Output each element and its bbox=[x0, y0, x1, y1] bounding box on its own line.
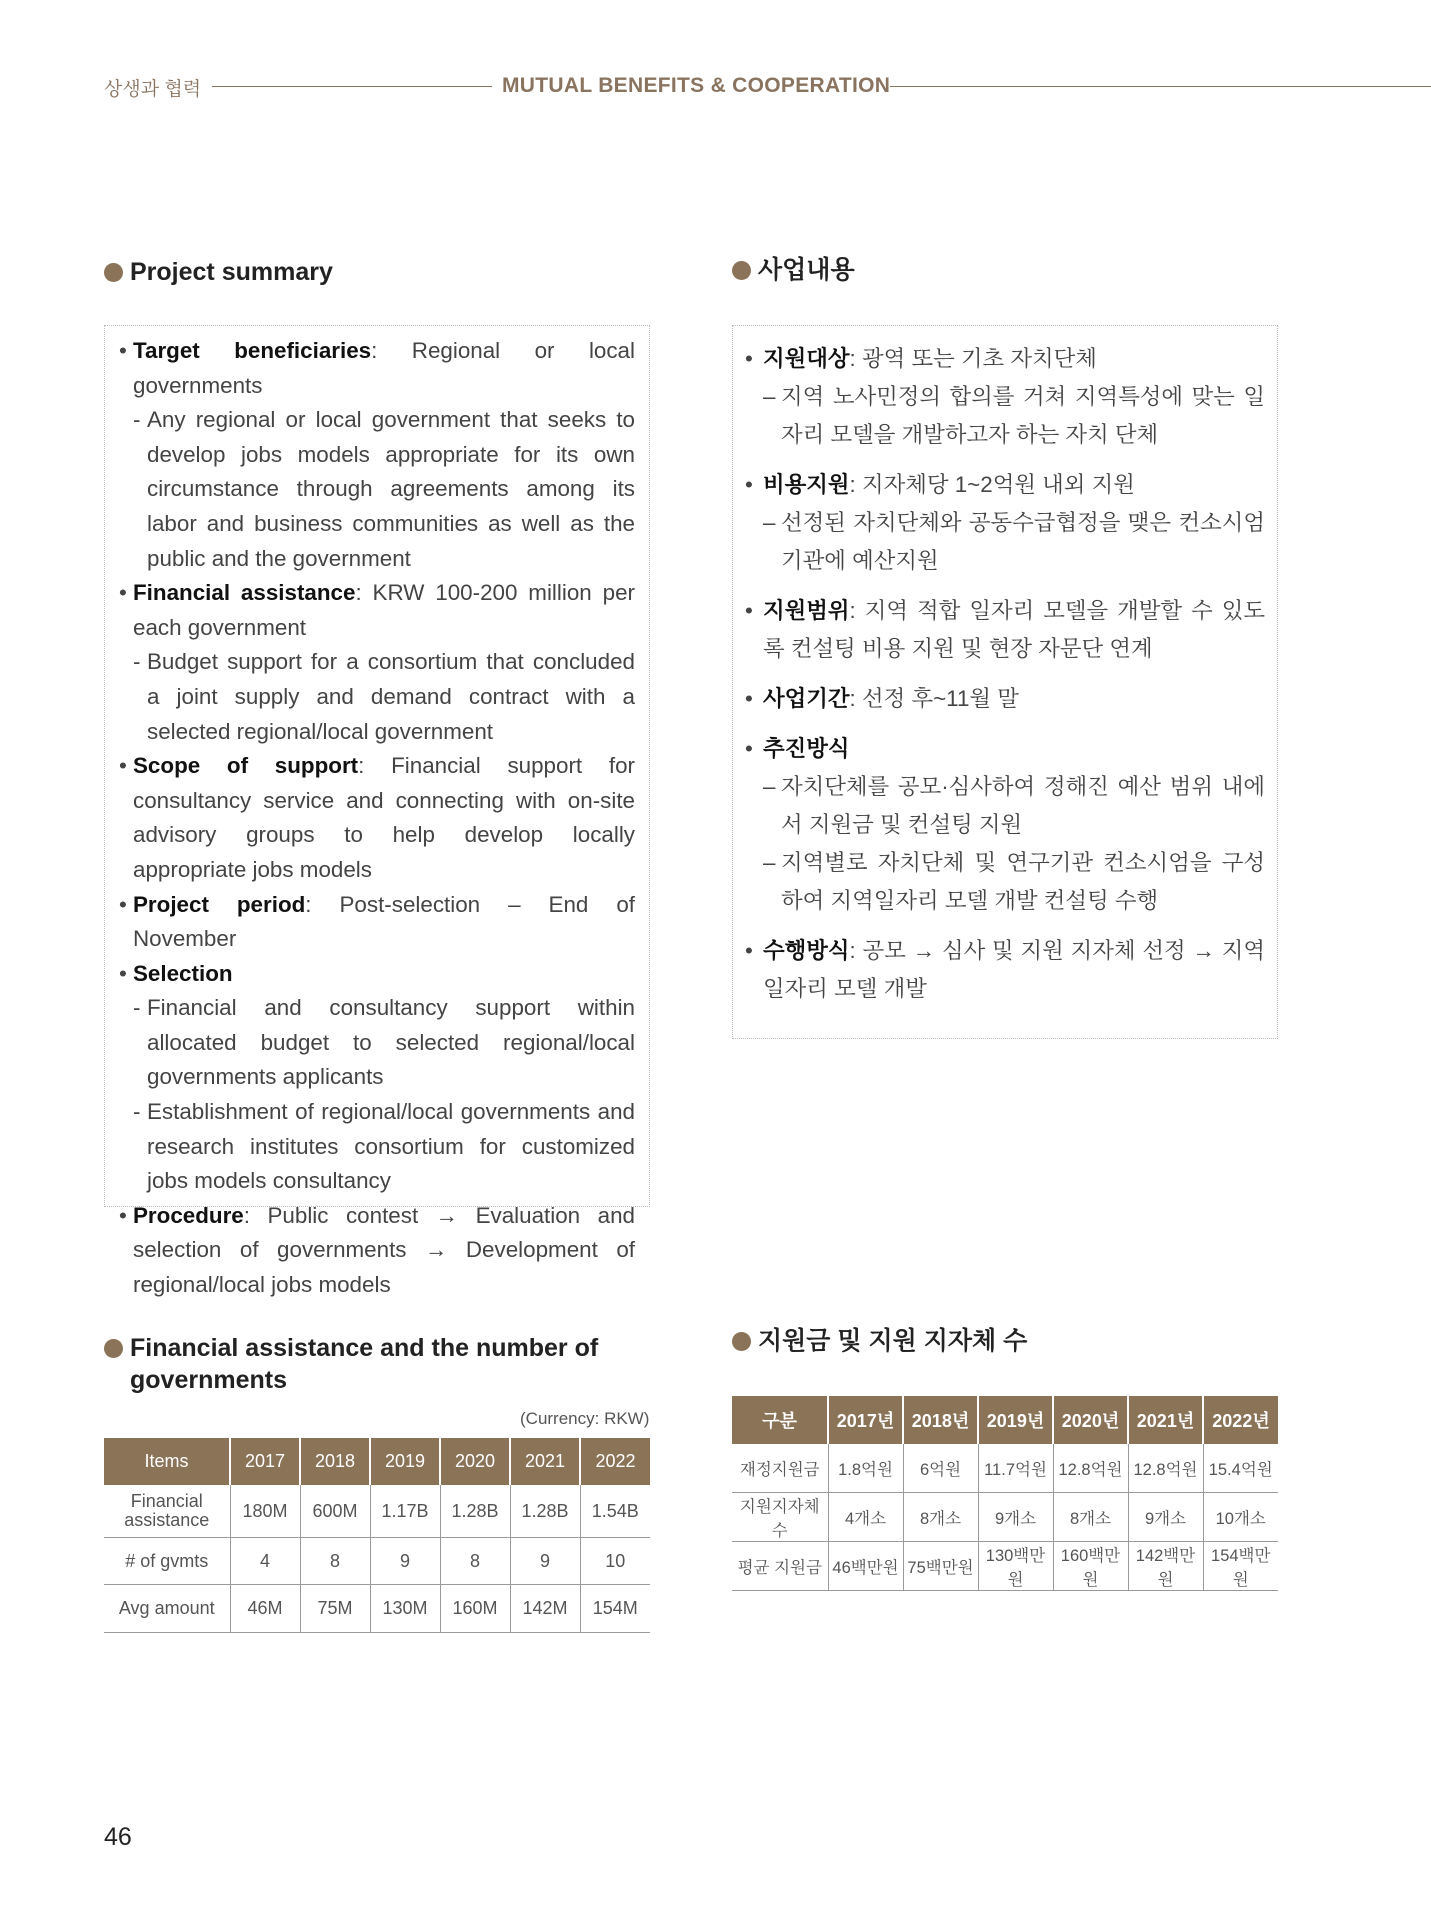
table-cell: 46M bbox=[230, 1585, 300, 1633]
column-header: 2019년 bbox=[978, 1396, 1053, 1444]
table-cell: 160백만원 bbox=[1053, 1542, 1128, 1591]
header-rule-left bbox=[212, 86, 492, 87]
bullet-line bbox=[763, 932, 1265, 1008]
header-section-korean: 상생과 협력 bbox=[104, 79, 202, 100]
table-row bbox=[732, 1444, 1278, 1493]
bullet-text: : 공모 → 심사 및 지원 지자체 선정 → 지역일자리 모델 개발 bbox=[763, 938, 1265, 1001]
table-cell: 8개소 bbox=[903, 1493, 978, 1542]
summary-en-box bbox=[104, 325, 650, 1298]
bullet-line bbox=[763, 592, 1265, 668]
table-cell: 12.8억원 bbox=[1053, 1444, 1128, 1493]
table-cell: 130M bbox=[370, 1585, 440, 1633]
table-cell: 6억원 bbox=[903, 1444, 978, 1493]
bullet-text: : Public contest → Evaluation and selection of governments → Development of regional/local jobs models bbox=[133, 1202, 635, 1298]
column-header: 2018 bbox=[300, 1438, 370, 1485]
bullet-text: : KRW 100-200 million per each government bbox=[133, 580, 635, 640]
table-cell: 4 bbox=[230, 1538, 300, 1585]
table-cell: 9개소 bbox=[1128, 1493, 1203, 1542]
bullet-dot-icon bbox=[104, 263, 123, 282]
table-cell: 75백만원 bbox=[903, 1542, 978, 1591]
column-header: 2022년 bbox=[1203, 1396, 1278, 1444]
financial-assistance-table bbox=[104, 1438, 650, 1633]
table-cell: 12.8억원 bbox=[1128, 1444, 1203, 1493]
summary-bullet-item bbox=[745, 932, 1265, 1008]
business-content-heading bbox=[732, 254, 855, 286]
table-cell: 8개소 bbox=[1053, 1493, 1128, 1542]
heading-text: 지원금 및 지원 지자체 수 bbox=[758, 1327, 1028, 1355]
financial-assistance-heading bbox=[104, 1332, 664, 1396]
header-rule-right bbox=[890, 86, 1431, 87]
bullet-title: Procedure bbox=[133, 1202, 244, 1228]
bullet-title: 지원범위 bbox=[763, 598, 850, 623]
bullet-title: Financial assistance bbox=[133, 580, 356, 606]
summary-sub-item: - Any regional or local government that seeks to develop jobs models appropriate for its own circumstance through agreements among its labor and business communities as well as the public and the government bbox=[119, 403, 635, 576]
table-cell: 1.28B bbox=[510, 1485, 580, 1538]
table-cell: 9개소 bbox=[978, 1493, 1053, 1542]
bullet-title: 비용지원 bbox=[763, 472, 850, 497]
bullet-text: : 지자체당 1~2억원 내외 지원 bbox=[849, 472, 1135, 497]
summary-bullet-item bbox=[745, 680, 1265, 718]
table-cell: 154백만원 bbox=[1203, 1542, 1278, 1591]
table-cell: 11.7억원 bbox=[978, 1444, 1053, 1493]
table-cell: 1.8억원 bbox=[828, 1444, 903, 1493]
bullet-title: Target beneficiaries bbox=[133, 338, 372, 363]
bullet-text: : Post-selection – End of November bbox=[133, 891, 635, 952]
currency-note: (Currency: RKW) bbox=[520, 1409, 650, 1428]
summary-sub-item: - Financial and consultancy support within allocated budget to selected regional/local governments applicants bbox=[119, 991, 635, 1095]
bullet-text: : 지역 적합 일자리 모델을 개발할 수 있도록 컨설팅 비용 지원 및 현장 자문단 연계 bbox=[763, 598, 1265, 661]
bullet-line bbox=[763, 680, 1265, 718]
summary-bullet-item bbox=[119, 334, 635, 403]
support-fund-table bbox=[732, 1396, 1278, 1591]
table-cell: 10개소 bbox=[1203, 1493, 1278, 1542]
summary-bullet-item bbox=[745, 592, 1265, 668]
column-header: 2019 bbox=[370, 1438, 440, 1485]
column-header: 2017 bbox=[230, 1438, 300, 1485]
table-cell: 9 bbox=[370, 1538, 440, 1585]
table-row bbox=[104, 1538, 650, 1585]
table-cell: 130백만원 bbox=[978, 1542, 1053, 1591]
column-header: 2021년 bbox=[1128, 1396, 1203, 1444]
table-row bbox=[732, 1542, 1278, 1591]
row-label: 평균 지원금 bbox=[732, 1542, 828, 1591]
page-number: 46 bbox=[104, 1823, 132, 1851]
table-cell: 1.28B bbox=[440, 1485, 510, 1538]
bullet-title: 수행방식 bbox=[763, 938, 850, 963]
bullet-text: : Financial support for consultancy service and connecting with on-site advisory groups to help develop locally appropriate jobs models bbox=[133, 753, 635, 882]
row-label: Financial assistance bbox=[104, 1485, 230, 1538]
table-row bbox=[732, 1493, 1278, 1542]
column-header: 2021 bbox=[510, 1438, 580, 1485]
table-cell: 154M bbox=[580, 1585, 650, 1633]
column-header: 구분 bbox=[732, 1396, 828, 1444]
bullet-title: 지원대상 bbox=[763, 346, 850, 371]
row-label: # of gvmts bbox=[104, 1538, 230, 1585]
row-label: 재정지원금 bbox=[732, 1444, 828, 1493]
summary-bullet-item bbox=[119, 957, 635, 992]
bullet-title: Selection bbox=[133, 960, 233, 986]
bullet-dot-icon bbox=[732, 261, 751, 280]
bullet-title: 추진방식 bbox=[763, 736, 850, 761]
column-header: 2020년 bbox=[1053, 1396, 1128, 1444]
bullet-text: : 광역 또는 기초 자치단체 bbox=[849, 346, 1097, 371]
column-header: 2018년 bbox=[903, 1396, 978, 1444]
summary-sub-item: - Establishment of regional/local governments and research institutes consortium for customized jobs models consultancy bbox=[119, 1095, 635, 1199]
bullet-title: Project period bbox=[133, 891, 306, 917]
bullet-title: Scope of support bbox=[133, 753, 359, 779]
table-cell: 1.17B bbox=[370, 1485, 440, 1538]
bullet-line bbox=[763, 730, 1265, 768]
table-cell: 9 bbox=[510, 1538, 580, 1585]
summary-ko-list bbox=[745, 340, 1265, 1020]
table-row bbox=[104, 1585, 650, 1633]
table-cell: 75M bbox=[300, 1585, 370, 1633]
summary-sub-item: – 자치단체를 공모·심사하여 정해진 예산 범위 내에서 지원금 및 컨설팅 지원 bbox=[745, 768, 1265, 844]
header-section-english: MUTUAL BENEFITS & COOPERATION bbox=[502, 74, 891, 97]
table-cell: 4개소 bbox=[828, 1493, 903, 1542]
table-header-row bbox=[732, 1396, 1278, 1444]
heading-text: Project summary bbox=[130, 258, 333, 286]
table-cell: 46백만원 bbox=[828, 1542, 903, 1591]
table-cell: 160M bbox=[440, 1585, 510, 1633]
table-cell: 142M bbox=[510, 1585, 580, 1633]
column-header: 2020 bbox=[440, 1438, 510, 1485]
summary-bullet-item bbox=[119, 888, 635, 957]
summary-bullet-item bbox=[745, 466, 1265, 580]
summary-sub-item: - Budget support for a consortium that concluded a joint supply and demand contract with a selected regional/local government bbox=[119, 645, 635, 749]
summary-en-list bbox=[119, 334, 635, 1303]
column-header: 2017년 bbox=[828, 1396, 903, 1444]
summary-bullet-item bbox=[119, 576, 635, 645]
summary-sub-item: – 선정된 자치단체와 공동수급협정을 맺은 컨소시엄 기관에 예산지원 bbox=[745, 504, 1265, 580]
bullet-line bbox=[763, 340, 1265, 378]
row-label: Avg amount bbox=[104, 1585, 230, 1633]
summary-bullet-item bbox=[119, 749, 635, 887]
column-header: Items bbox=[104, 1438, 230, 1485]
table-cell: 180M bbox=[230, 1485, 300, 1538]
bullet-title: 사업기간 bbox=[763, 686, 850, 711]
table-cell: 600M bbox=[300, 1485, 370, 1538]
row-label: 지원지자체수 bbox=[732, 1493, 828, 1542]
summary-sub-item: – 지역 노사민정의 합의를 거쳐 지역특성에 맞는 일자리 모델을 개발하고자 하는 자치 단체 bbox=[745, 378, 1265, 454]
table-cell: 10 bbox=[580, 1538, 650, 1585]
table-cell: 8 bbox=[300, 1538, 370, 1585]
column-header: 2022 bbox=[580, 1438, 650, 1485]
support-fund-heading bbox=[732, 1325, 1027, 1357]
bullet-line bbox=[763, 466, 1265, 504]
table-cell: 15.4억원 bbox=[1203, 1444, 1278, 1493]
summary-sub-item: – 지역별로 자치단체 및 연구기관 컨소시엄을 구성하여 지역일자리 모델 개발 컨설팅 수행 bbox=[745, 844, 1265, 920]
summary-bullet-item bbox=[119, 1199, 635, 1303]
table-row bbox=[104, 1485, 650, 1538]
heading-text: 사업내용 bbox=[758, 256, 855, 284]
bullet-text: : Regional or local governments bbox=[133, 338, 635, 398]
summary-bullet-item bbox=[745, 340, 1265, 454]
table-header-row bbox=[104, 1438, 650, 1485]
table-cell: 8 bbox=[440, 1538, 510, 1585]
bullet-dot-icon bbox=[732, 1332, 751, 1351]
heading-text: Financial assistance and the number of governments bbox=[130, 1334, 599, 1394]
table-cell: 142백만원 bbox=[1128, 1542, 1203, 1591]
table-cell: 1.54B bbox=[580, 1485, 650, 1538]
bullet-dot-icon bbox=[104, 1339, 123, 1358]
bullet-text: : 선정 후~11월 말 bbox=[849, 686, 1019, 711]
summary-ko-box bbox=[732, 325, 1278, 1039]
summary-bullet-item bbox=[745, 730, 1265, 920]
project-summary-heading bbox=[104, 256, 333, 288]
